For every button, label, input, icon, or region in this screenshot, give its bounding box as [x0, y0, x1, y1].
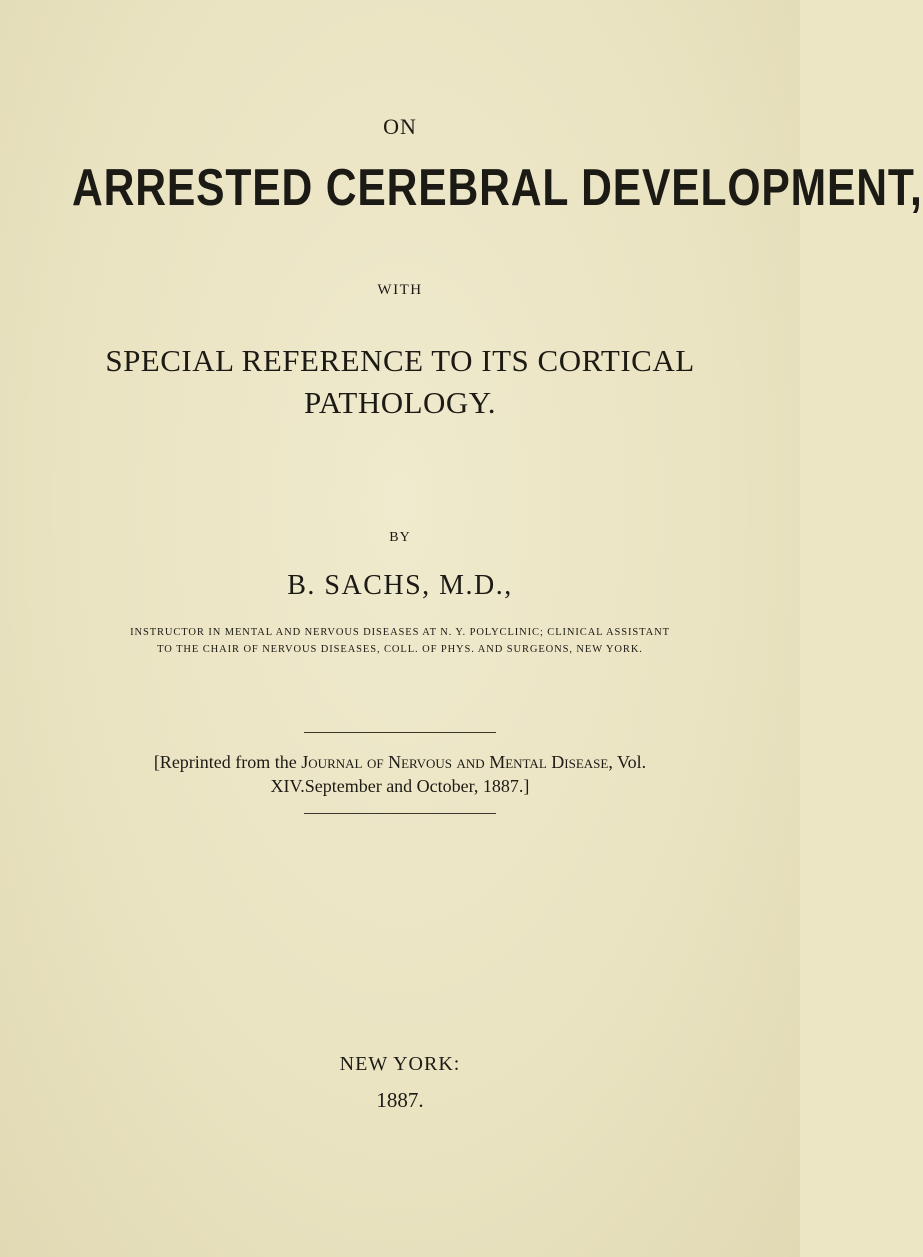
reprint-prefix: [Reprinted from the — [153, 752, 302, 772]
author-name: B. SACHS, M.D., — [287, 570, 513, 601]
publication-year: 1887. — [376, 1088, 424, 1112]
main-title: ARRESTED CEREBRAL DEVELOPMENT, — [72, 159, 923, 217]
subtitle-line-2: PATHOLOGY. — [304, 385, 496, 420]
author-affiliation — [0, 624, 800, 658]
byline-label: BY — [389, 530, 411, 545]
reprint-note — [0, 750, 800, 798]
subtitle — [0, 340, 800, 424]
reprint-line-1 — [0, 750, 800, 774]
reprint-line-2: XIV.September and October, 1887.] — [270, 776, 530, 796]
title-connector: WITH — [377, 282, 423, 298]
affiliation-line-1: INSTRUCTOR IN MENTAL AND NERVOUS DISEASES AT N. Y. POLYCLINIC; CLINICAL ASSISTANT — [130, 627, 670, 638]
divider-bottom — [304, 813, 496, 814]
title-prefix: ON — [383, 114, 417, 139]
publication-place: NEW YORK: — [339, 1053, 461, 1075]
reprint-volume-label: , Vol. — [608, 752, 647, 772]
subtitle-line-1: SPECIAL REFERENCE TO ITS CORTICAL — [105, 343, 695, 378]
affiliation-line-2: TO THE CHAIR OF NERVOUS DISEASES, COLL. OF PHYS. AND SURGEONS, NEW YORK. — [157, 644, 643, 655]
journal-name: Journal of Nervous and Mental Disease — [301, 752, 609, 772]
divider-top — [304, 732, 496, 733]
